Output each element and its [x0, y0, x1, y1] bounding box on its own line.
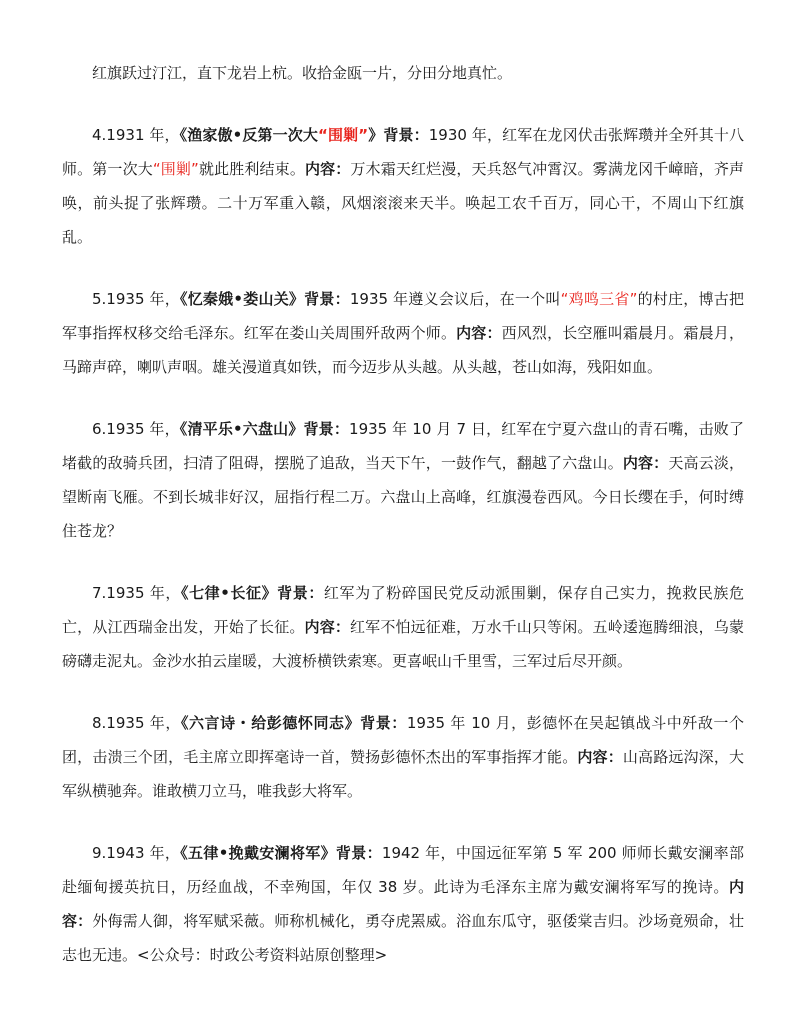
poem-4-background-a: 1930 年，红军在龙冈伏击张辉瓒并全歼其十八师。第一次大: [62, 126, 744, 178]
poem-7-content: 红军不怕远征难，万水千山只等闲。五岭逶迤腾细浪，乌蒙磅礴走泥丸。金沙水拍云崖暖，大渡桥横铁索寒。更喜岷山千里雪，三军过后尽开颜。: [62, 618, 744, 670]
poem-7-number: 7.1935 年，: [92, 584, 181, 602]
poem-6-number: 6.1935 年，: [92, 420, 180, 438]
poem-5-content-label: 内容：: [456, 324, 502, 342]
poem-6-background: 1935 年 10 月 7 日，红军在宁夏六盘山的青石嘴，击败了堵截的敌骑兵团，扫清了阻碍，摆脱了追敌，当天下午，一鼓作气，翻越了六盘山。: [62, 420, 744, 472]
poem-4-content-label: 内容：: [304, 160, 351, 178]
poem-6-content: 天高云淡，望断南飞雁。不到长城非好汉，屈指行程二万。六盘山上高峰，红旗漫卷西风。今日长缨在手，何时缚住苍龙？: [62, 454, 744, 540]
poem-5-background-highlight: “鸡鸣三省”: [560, 290, 638, 308]
poem-3-text: 红旗跃过汀江，直下龙岩上杭。收拾金瓯一片，分田分地真忙。: [92, 64, 513, 82]
poem-7-background-label: 背景：: [277, 584, 324, 602]
poem-4-content: 万木霜天红烂漫，天兵怒气冲霄汉。雾满龙冈千嶂暗，齐声唤，前头捉了张辉瓒。二十万军重入赣，风烟滚滚来天半。唤起工农千百万，同心干，不周山下红旗乱。: [62, 160, 744, 246]
poem-6-paragraph: [62, 412, 744, 548]
poem-4-number: 4.1931 年，: [92, 126, 180, 144]
poem-5-content: 西风烈，长空雁叫霜晨月。霜晨月，马蹄声碎，喇叭声咽。雄关漫道真如铁，而今迈步从头越。从头越，苍山如海，残阳如血。: [62, 324, 744, 376]
poem-9-content: 外侮需人御，将军赋采薇。师称机械化，勇夺虎罴威。浴血东瓜守，驱倭棠吉归。沙场竟殒命，壮志也无违。<公众号：时政公考资料站原创整理>: [62, 912, 744, 964]
poem-8-background-label: 背景：: [360, 714, 407, 732]
poem-8-number: 8.1935 年，: [92, 714, 181, 732]
poem-4-title-part-b: 》: [368, 126, 384, 144]
poem-6-content-label: 内容：: [622, 454, 669, 472]
poem-9-content-label: 内容：: [62, 878, 744, 930]
poem-8-background: 1935 年 10 月，彭德怀在吴起镇战斗中歼敌一个团，击溃三个团，毛主席立即挥毫诗一首，赞扬彭德怀杰出的军事指挥才能。: [62, 714, 744, 766]
poem-9-number: 9.1943 年，: [92, 844, 181, 862]
poem-6-title: 《清平乐•六盘山》: [179, 420, 304, 438]
poem-5-background-label: 背景：: [304, 290, 350, 308]
poem-3-continuation: [62, 56, 744, 90]
poem-4-paragraph: [62, 118, 744, 254]
poem-7-background: 红军为了粉碎国民党反动派围剿，保存自己实力，挽救民族危亡，从江西瑞金出发，开始了长征。: [62, 584, 744, 636]
poem-4-title-part-a: 《渔家傲•反第一次大: [179, 126, 318, 144]
poem-9-paragraph: [62, 836, 744, 972]
poem-9-background-label: 背景：: [335, 844, 382, 862]
poem-9-title: 《五律•挽戴安澜将军》: [180, 844, 336, 862]
poem-4-background-b: 就此胜利结束。: [198, 160, 305, 178]
poem-8-paragraph: [62, 706, 744, 808]
poem-5-paragraph: [62, 282, 744, 384]
poem-4-title-highlight: “围剿”: [318, 126, 369, 144]
poem-4-background-highlight: “围剿”: [152, 160, 199, 178]
poem-4-background-label: 背景：: [383, 126, 429, 144]
poem-5-title: 《忆秦娥•娄山关》: [179, 290, 305, 308]
poem-5-background-a: 1935 年遵义会议后，在一个叫: [349, 290, 561, 308]
poem-6-background-label: 背景：: [303, 420, 350, 438]
poem-7-paragraph: [62, 576, 744, 678]
poem-7-content-label: 内容：: [304, 618, 351, 636]
poem-8-title: 《六言诗・给彭德怀同志》: [180, 714, 361, 732]
poem-8-content-label: 内容：: [577, 748, 623, 766]
poem-9-background: 1942 年，中国远征军第 5 军 200 师师长戴安澜率部赴缅甸援英抗日，历经血战，不幸殉国，年仅 38 岁。此诗为毛泽东主席为戴安澜将军写的挽诗。: [62, 844, 744, 896]
poem-4-title: [180, 126, 384, 144]
poem-5-background-b: 的村庄，博古把军事指挥权移交给毛泽东。红军在娄山关周围歼敌两个师。: [62, 290, 744, 342]
document-page: [62, 56, 744, 972]
poem-7-title: 《七律•长征》: [181, 584, 278, 602]
poem-8-content: 山高路远沟深，大军纵横驰奔。谁敢横刀立马，唯我彭大将军。: [62, 748, 744, 800]
poem-5-number: 5.1935 年，: [92, 290, 180, 308]
